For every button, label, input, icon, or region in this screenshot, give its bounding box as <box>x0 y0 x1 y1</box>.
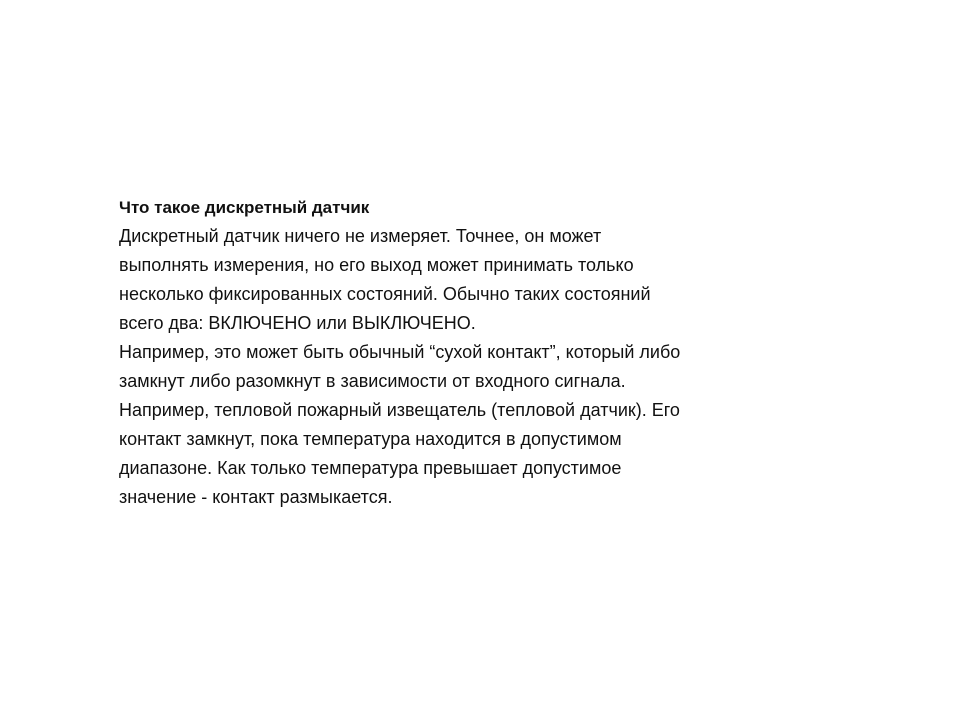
text-line: контакт замкнут, пока температура находится в допустимом <box>119 429 622 449</box>
text-block <box>119 193 839 512</box>
text-line: Дискретный датчик ничего не измеряет. Точнее, он может <box>119 226 602 246</box>
text-line: замкнут либо разомкнут в зависимости от входного сигнала. <box>119 371 626 391</box>
text-line: диапазоне. Как только температура превышает допустимое <box>119 458 622 478</box>
text-line: Например, это может быть обычный “сухой контакт”, который либо <box>119 342 681 362</box>
text-line: Например, тепловой пожарный извещатель (тепловой датчик). Его <box>119 400 680 420</box>
text-line: значение - контакт размыкается. <box>119 487 393 507</box>
text-line: выполнять измерения, но его выход может принимать только <box>119 255 634 275</box>
text-line: несколько фиксированных состояний. Обычно таких состояний <box>119 284 651 304</box>
slide-heading: Что такое дискретный датчик <box>119 198 370 217</box>
text-line: всего два: ВКЛЮЧЕНО или ВЫКЛЮЧЕНО. <box>119 313 476 333</box>
